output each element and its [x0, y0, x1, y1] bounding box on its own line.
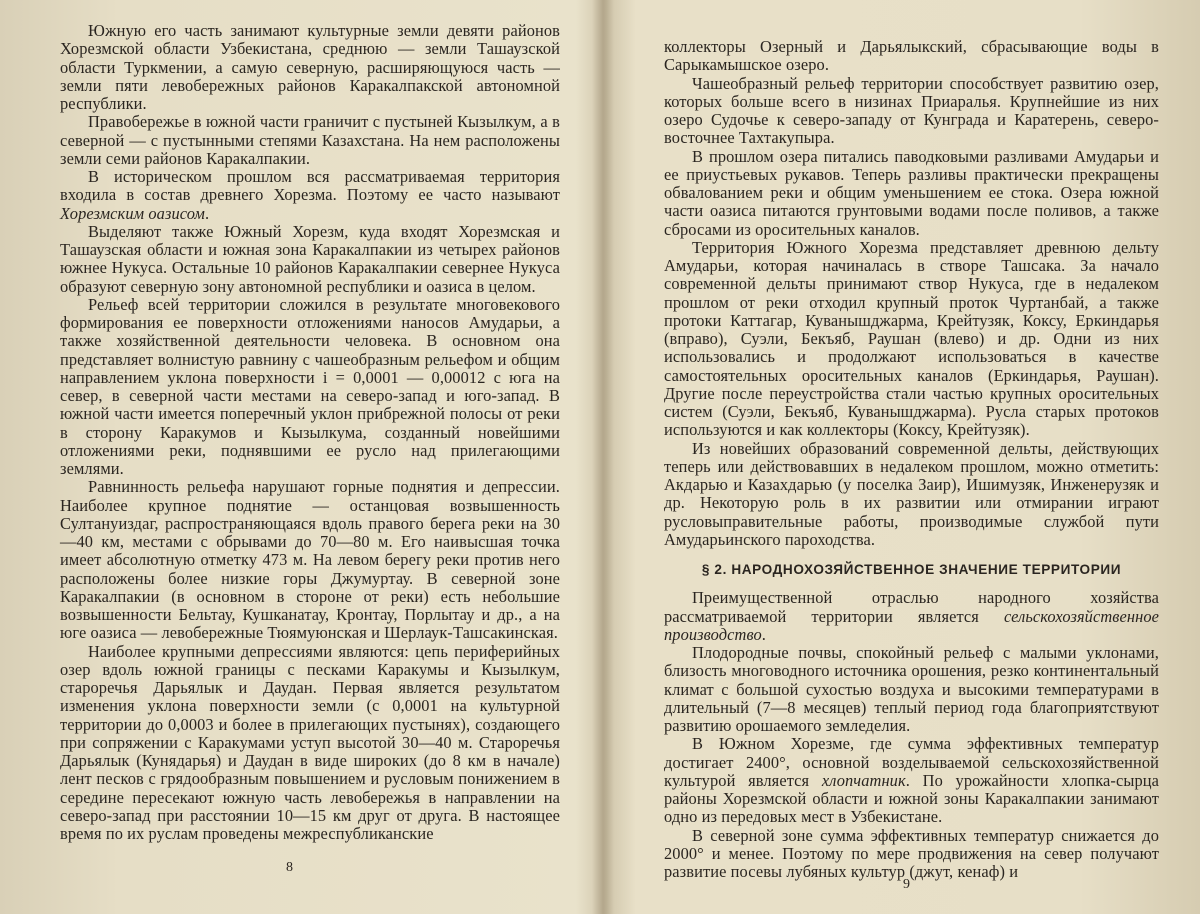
right-page-top-text [664, 38, 1159, 549]
paragraph [60, 643, 560, 844]
paragraph [664, 148, 1159, 239]
paragraph-text: В северной зоне сумма эффективных температур снижается до 2000° и менее. Поэтому по мере продвижения на север получают развитие посевы лубяных культур (джут, кенаф) и [664, 825, 1159, 881]
paragraph [60, 296, 560, 479]
page-number-right: 9 [903, 877, 910, 892]
paragraph [664, 75, 1159, 148]
italic-term: Хорезмским оазисом [60, 203, 205, 223]
paragraph-text: Правобережье в южной части граничит с пустыней Кызылкум, а в северной — с пустынными степями Казахстана. На нем расположены земли семи районов Каракалпакии. [60, 112, 560, 168]
paragraph-text: коллекторы Озерный и Дарьялыкский, сбрасывающие воды в Сарыкамышское озеро. [664, 37, 1159, 75]
paragraph [664, 589, 1159, 644]
paragraph-text: Выделяют также Южный Хорезм, куда входят Хорезмская и Ташаузская области и южная зона Каракалпакии из четырех районов южнее Нукуса. Остальные 10 районов Каракалпакии севернее Нукуса образуют северную зону автономной республики и оазиса в целом. [60, 221, 560, 296]
paragraph-tail: . [761, 624, 766, 644]
paragraph [60, 113, 560, 168]
paragraph-text: В историческом прошлом вся рассматриваемая территория входила в состав древнего Хорезма. Поэтому ее часто называют [60, 167, 560, 205]
paragraph-text: Южную его часть занимают культурные земли девяти районов Хорезмской области Узбекистана, среднюю — земли Ташаузской области Туркмении, а самую северную, расширяющуюся часть — земли пяти левобережных районов Каракалпакской автономной республики. [60, 21, 560, 113]
section-heading: § 2. НАРОДНОХОЗЯЙСТВЕННОЕ ЗНАЧЕНИЕ ТЕРРИТОРИИ [701, 562, 1122, 577]
paragraph [664, 38, 1159, 75]
paragraph-text: Равнинность рельефа нарушают горные поднятия и депрессии. Наиболее крупное поднятие — останцовая возвышенность Султануиздаг, распространяющаяся вдоль правого берега реки на 30—40 км, местами с обрывами до 70—80 м. Его наивысшая точка имеет абсолютную отметку 473 м. На левом берегу реки против него расположены более низкие горы Джумуртау. В северной зоне Каракалпакии (в основном в стороне от реки) есть небольшие возвышенности Бельтау, Кушканатау, Кронтау, Порлытау и др., а на юге оазиса — левобережные Тюямуюнская и Шерлаук-Ташсакинская. [60, 477, 560, 643]
paragraph [664, 440, 1159, 550]
paragraph [664, 239, 1159, 440]
book-gutter [592, 0, 614, 914]
paragraph-text: Чашеобразный рельеф территории способствует развитию озер, которых больше всего в низинах Приаралья. Крупнейшие из них озеро Судочье к северо-западу от Кунграда и Каратерень, северо-восточнее Тахтакупыра. [664, 73, 1159, 148]
italic-term: сельскохозяйственное производство [664, 606, 1159, 644]
paragraph [60, 168, 560, 223]
paragraph-text: Из новейших образований современной дельты, действующих теперь или действовавших в недалеком прошлом, можно отметить: Акдарью и Казахдарью (у поселка Заир), Ишимузяк, Инженерузяк и др. Некоторую роль в их развитии или отмирании играют русловыправительные работы, производимые службой пути Амударьинского пароходства. [664, 438, 1159, 549]
paragraph-text: Рельеф всей территории сложился в результате многовекового формирования ее поверхности отложениями наносов Амударьи, а также хозяйственной деятельности человека. В основном она представляет волнистую равнину с чашеобразным рельефом и общим направлением уклона поверхности i = 0,0001 — 0,00012 с юга на север, в северной части местами на северо-запад и юго-запад. В южной части имеется поперечный уклон прибрежной полосы от реки в сторону Каракумов и Кызылкума, созданный новейшими отложениями реки, поднявшими ее русло над прилегающими землями. [60, 294, 560, 478]
page-number-left: 8 [286, 860, 293, 875]
paragraph-text: В прошлом озера питались паводковыми разливами Амударьи и ее приустьевых рукавов. Теперь разливы практически прекращены обвалованием реки и общим уменьшением ее стока. Озера южной части оазиса питаются грунтовыми водами после поливов, а также сбросами из оросительных каналов. [664, 146, 1159, 239]
paragraph-text: Территория Южного Хорезма представляет древнюю дельту Амударьи, которая начиналась в створе Ташсака. За начало современной дельты принимают створ Нукуса, где в недалеком прошлом от реки отходил крупный проток Чуртанбай, а также протоки Каттагар, Куванышджарма, Крейтузяк, Коксу, Еркиндарья (вправо), Суэли, Бекъяб, Раушан (влево) и др. Одни из них использовались и продолжают использоваться в качестве самостоятельных оросительных каналов (Еркиндарья, Раушан). Другие после переустройства стали частью крупных оросительных систем (Суэли, Бекъяб, Куванышджарма). Русла старых протоков используются и как коллекторы (Коксу, Крейтузяк). [664, 237, 1159, 440]
right-page [664, 38, 1159, 881]
italic-term: хлопчатник [821, 770, 906, 790]
paragraph-tail: . [204, 203, 210, 223]
paragraph [60, 478, 560, 642]
paragraph-text: В Южном Хорезме, где сумма эффективных температур достигает 2400°, основной возделываемой сельскохозяйственной культурой является [664, 734, 1159, 790]
paragraph-tail: . По урожайности хлопка-сырца районы Хорезмской области и южной зоны Каракалпакии занимают одно из передовых мест в Узбекистане. [664, 770, 1159, 827]
paragraph [60, 22, 560, 113]
paragraph [664, 644, 1159, 735]
paragraph [664, 735, 1159, 826]
paragraph-text: Плодородные почвы, спокойный рельеф с малыми уклонами, близость многоводного источника орошения, резко континентальный климат с большой сухостью воздуха и высокими температурами в длительный (7—8 месяцев) теплый период года благоприятствуют развитию орошаемого земледелия. [664, 643, 1159, 735]
left-page [60, 22, 560, 843]
paragraph-text: Преимущественной отраслью народного хозяйства рассматриваемой территории является [664, 588, 1159, 626]
paragraph-text: Наиболее крупными депрессиями являются: цепь периферийных озер вдоль южной границы с песками Каракумы и Кызылкум, староречья Дарьялык и Даудан. Первая является результатом изменения уклона поверхности земли (с 0,0001 на культурной территории до 0,0003 и более в прилегающих пустынях), создающего при сопряжении с Каракумами уступ высотой 30—40 м. Староречья Дарьялык (Кунядарья) и Даудан в виде широких (до 8 км в начале) лент песков с грядообразным повышением и русловым понижением в середине пересекают южную часть левобережья в направлении на северо-запад при расстоянии 10—15 км друг от друга. В настоящее время по их руслам проведены межреспубликанские [60, 641, 560, 843]
paragraph [664, 827, 1159, 882]
paragraph [60, 223, 560, 296]
right-page-bottom-text [664, 589, 1159, 881]
